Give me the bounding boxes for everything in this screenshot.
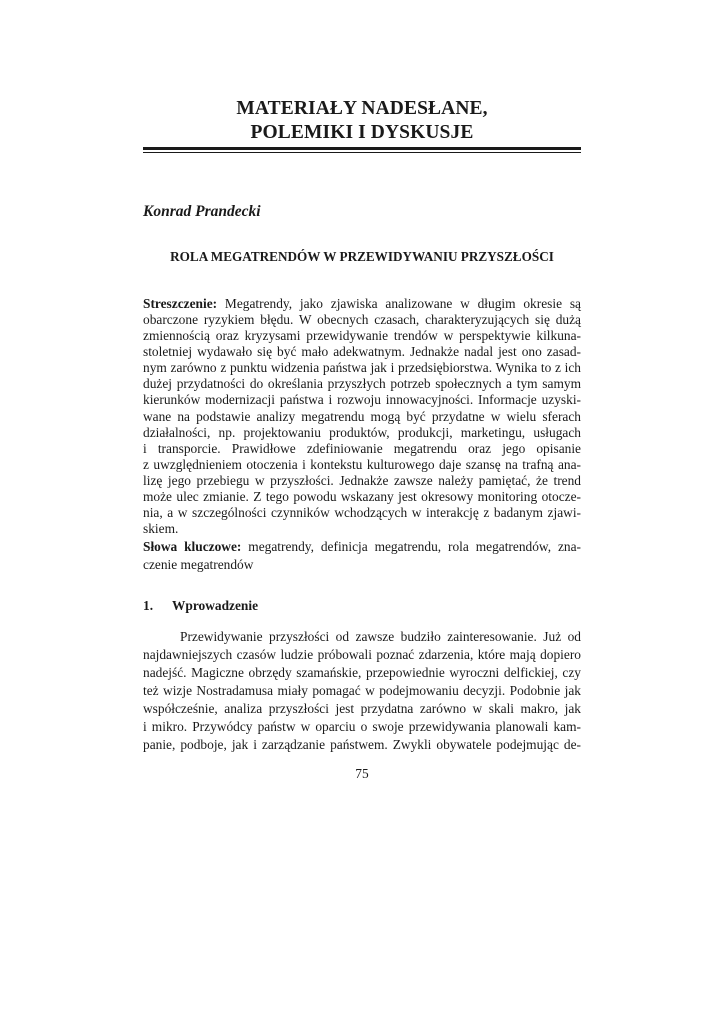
abstract-line: zmiennością oraz kryzysami przewidywanie trendów w perspektywie kilkuna- [143,328,581,343]
keywords-line [143,538,581,556]
body-line: panie, podboje, jak i zarządzanie państwem. Zwykli obywatele podejmując de- [143,737,581,752]
author-name: Konrad Prandecki [143,203,261,220]
section-heading [143,97,581,145]
body-line: i mikro. Przywódcy państw w oparciu o swoje przewidywania planowali kam- [143,719,581,734]
section-heading-line-2: POLEMIKI I DYSKUSJE [250,122,474,143]
abstract-line: z uwzględnieniem otoczenia i kontekstu kulturowego daje szansę na trafną ana- [143,457,581,472]
section-title: Wprowadzenie [172,598,259,613]
abstract-line: nia, a w szczególności czynników wchodzących w interakcję z badanym zjawi- [143,505,581,520]
body-line: też wizje Nostradamusa miały pomagać w podejmowaniu decyzji. Podobnie jak [143,683,581,698]
keywords-text: megatrendy, definicja megatrendu, rola megatrendów, zna- [241,539,581,554]
abstract-line: działalności, np. projektowaniu produktów, produkcji, marketingu, usługach [143,425,581,440]
body-line: Przewidywanie przyszłości od zawsze budziło zainteresowanie. Już od [180,629,581,644]
abstract-line: wane na podstawie analizy megatrendu mogą być przydatne w wielu sferach [143,409,581,424]
section-number: 1. [143,598,154,613]
abstract-line: kierunków modernizacji państwa i rozwoju innowacyjności. Informacje uzyski- [143,392,581,407]
body-line: nadejść. Magiczne obrzędy szamańskie, przepowiednie wyroczni delfickiej, czy [143,665,581,680]
body-line: współcześnie, analiza przyszłości jest przydatna zarówno w skali makro, jak [143,701,581,716]
abstract-line: może ulec zmianie. Z tego powodu wskazany jest okresowy monitoring otocze- [143,489,581,504]
body-line: najdawniejszych czasów ludzie próbowali poznać zdarzenia, które mają dopiero [143,647,581,662]
abstract-line: lizę jego przebiegu w przyszłości. Jednakże zawsze należy pamiętać, że trend [143,473,581,488]
abstract-line: skiem. [143,521,179,536]
abstract-line: obarczone ryzykiem błędu. W obecnych czasach, charakteryzujących się dużą [143,312,581,327]
abstract-line: i transporcie. Prawidłowe zdefiniowanie megatrendu oraz jego opisanie [143,441,581,456]
abstract-line: nym zarówno z punktu widzenia państwa jak i przedsiębiorstwa. Wynika to z ich [143,360,581,375]
abstract-line: stoletniej wydawało się być mało adekwatnym. Jednakże nadal jest ono zasad- [143,344,581,359]
abstract-label: Streszczenie: [143,296,218,311]
abstract-line: dużej przydatności do określania przyszłych potrzeb społecznych a tym samym [143,376,581,391]
keywords-line: czenie megatrendów [143,557,254,572]
abstract-text: Megatrendy, jako zjawiska analizowane w długim okresie są [217,296,581,311]
article-title: ROLA MEGATRENDÓW W PRZEWIDYWANIU PRZYSZŁOŚCI [170,249,554,264]
section-heading-line-1: MATERIAŁY NADESŁANE, [236,98,488,119]
heading-rule-thick [143,147,581,150]
keywords-label: Słowa kluczowe: [143,539,242,554]
heading-rule-thin [143,152,581,153]
page-number: 75 [355,766,369,781]
